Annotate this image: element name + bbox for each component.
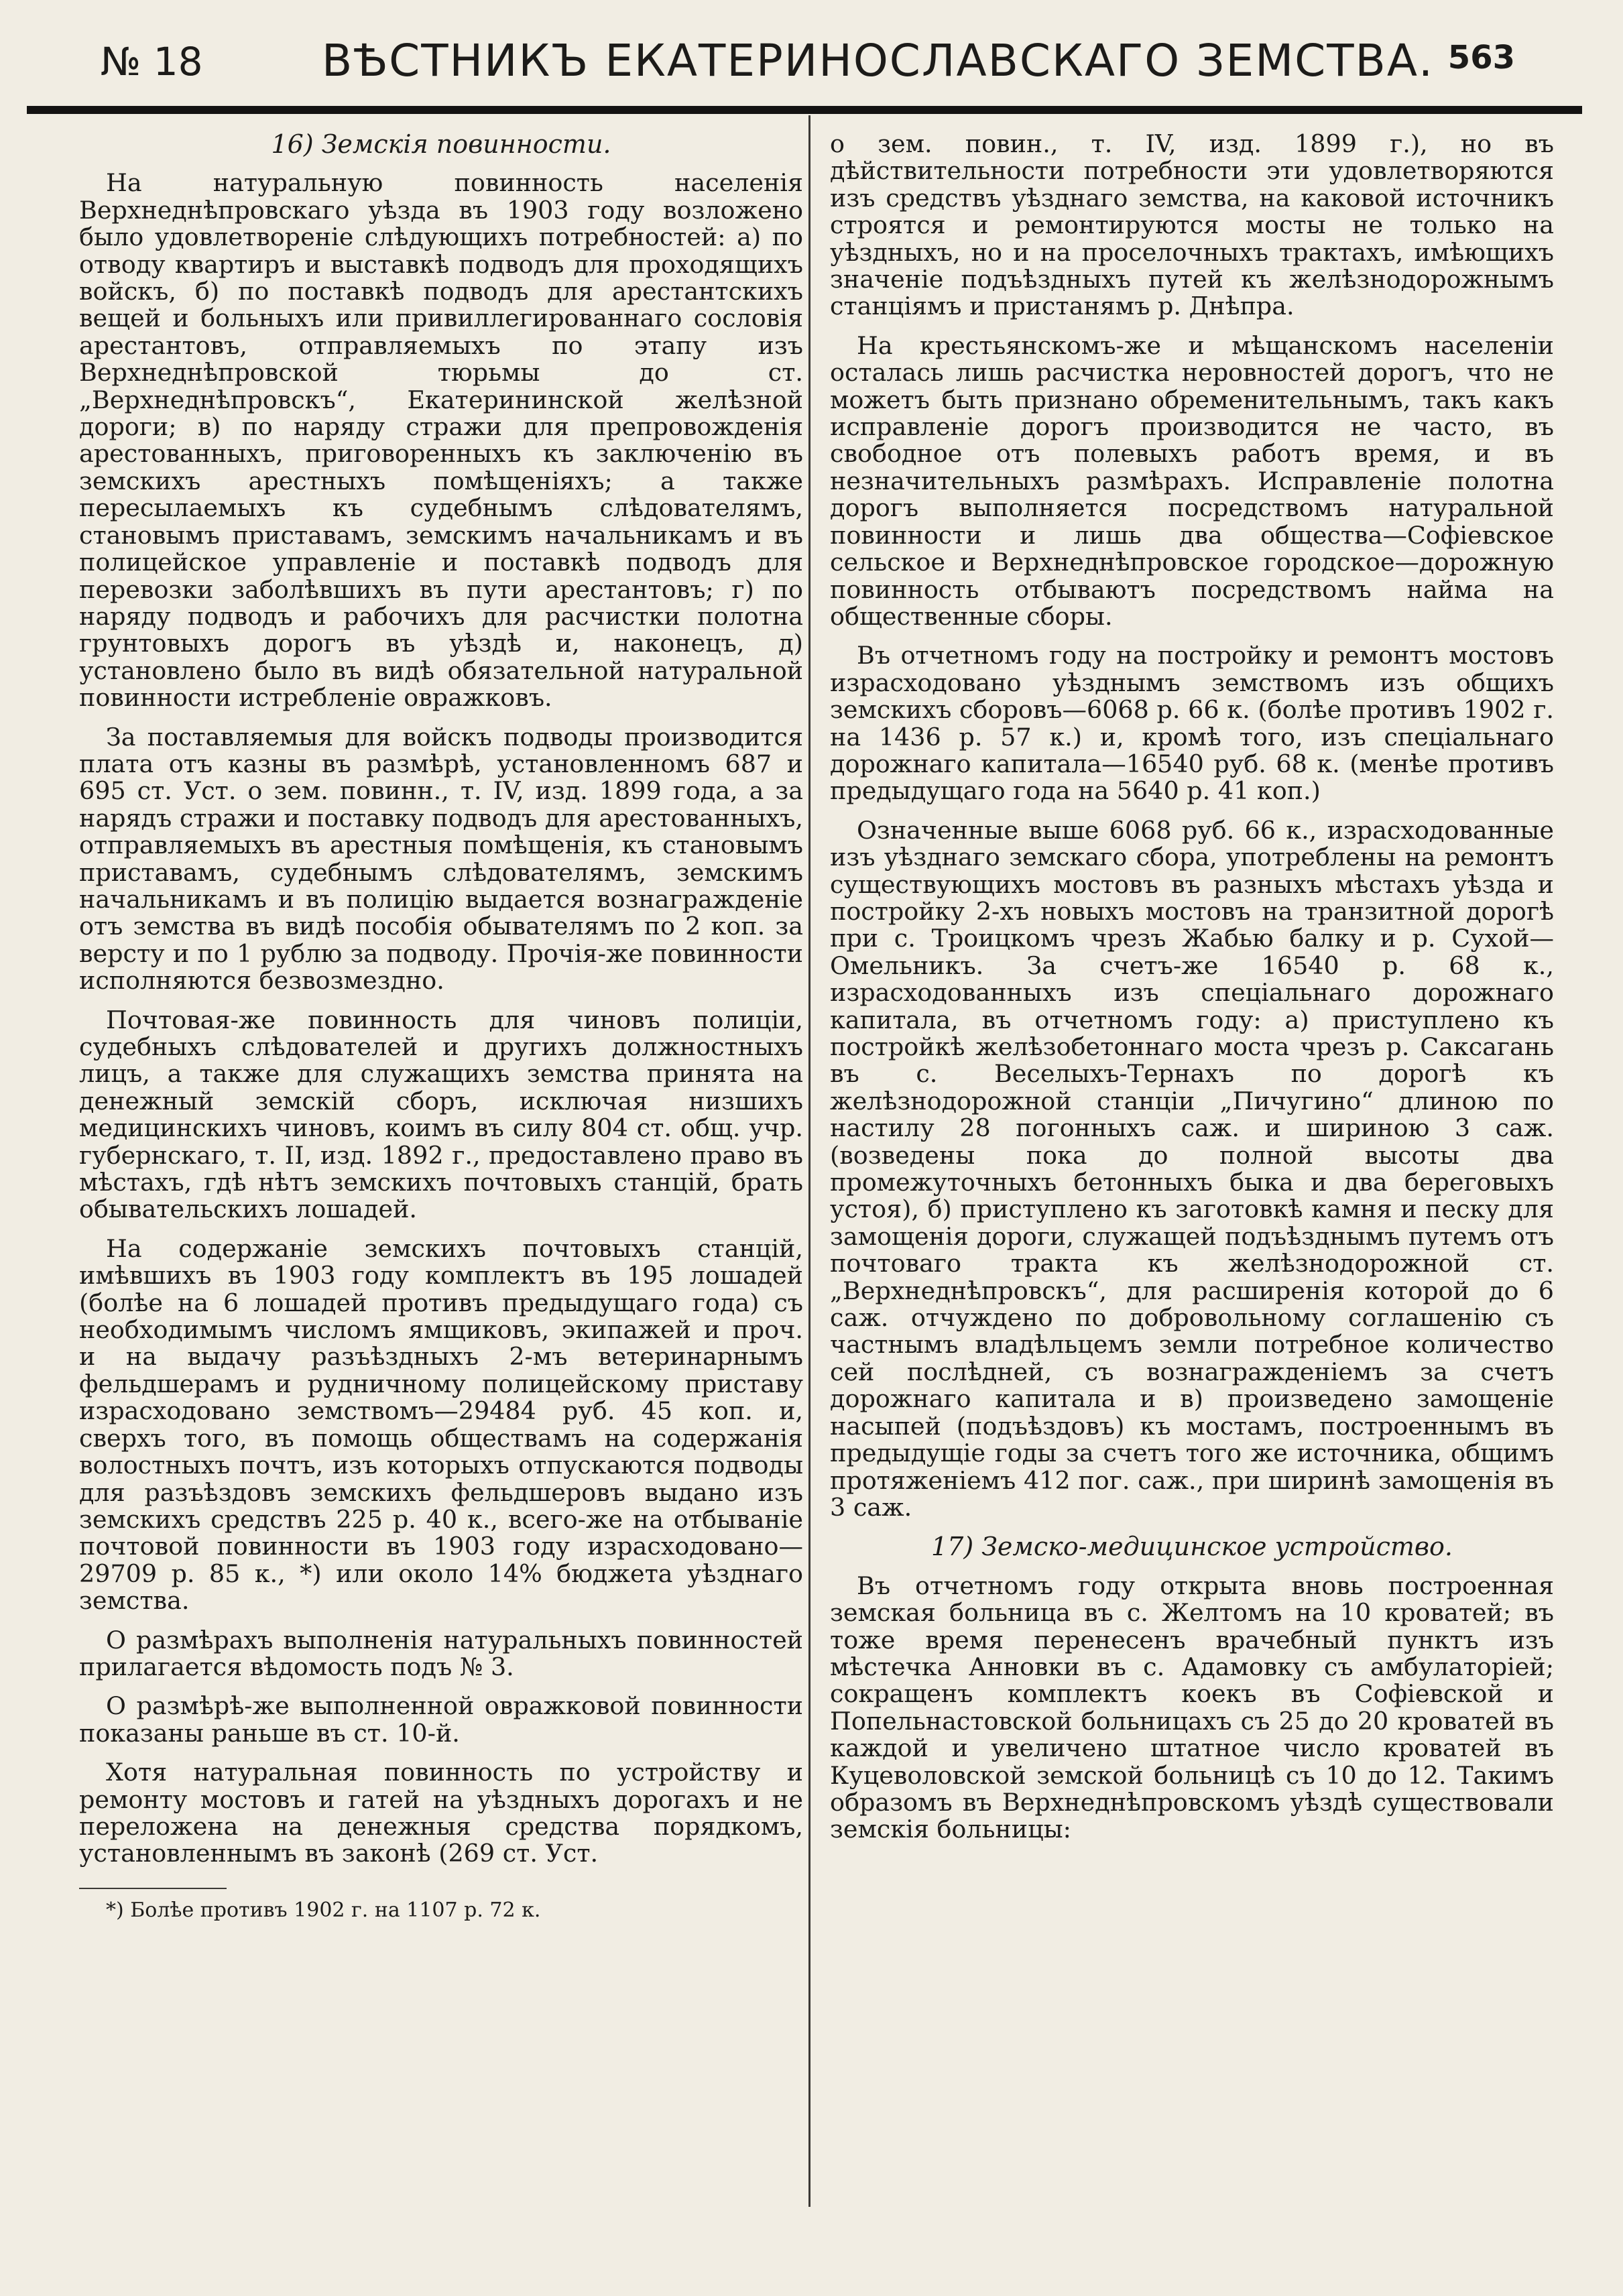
header-rule	[27, 106, 1582, 114]
paragraph: На натуральную повинность населенія Верхнеднѣпровскаго уѣзда въ 1903 году возложено было удовлетвореніе слѣдующихъ потребностей: а) по отводу квартиръ и выставкѣ подводъ для проходящихъ войскъ, б) по поставкѣ подводъ для арестантскихъ вещей и больныхъ или привиллегированнаго сословія арестантовъ, отправляемыхъ по этапу изъ Верхнеднѣпровской тюрьмы до ст. „Верхнеднѣпровскъ“, Екатерининской желѣзной дороги; в) по наряду стражи для препровожденія арестованныхъ, приговоренныхъ къ заключенію въ земскихъ арестныхъ помѣщеніяхъ; а также пересылаемыхъ къ судебнымъ слѣдователямъ, становымъ приставамъ, земскимъ начальникамъ и въ полицейское управленіе и поставкѣ подводъ для перевозки заболѣвшихъ въ пути арестантовъ; г) по наряду подводъ и рабочихъ для расчистки полотна грунтовыхъ дорогъ въ уѣздѣ и, наконецъ, д) установлено было въ видѣ обязательной натуральной повинности истребленіе овражковъ.	[79, 168, 803, 713]
paragraph: На содержаніе земскихъ почтовыхъ станцій, имѣвшихъ въ 1903 году комплектъ въ 195 лошадей (болѣе на 6 лошадей противъ предыдущаго года) съ необходимымъ числомъ ямщиковъ, экипажей и проч. и на выдачу разъѣздныхъ 2-мъ ветеринарнымъ фельдшерамъ и рудничному полицейскому приставу израсходовано земствомъ—29484 руб. 45 коп. и, сверхъ того, въ помощь обществамъ на содержанія волостныхъ почтъ, изъ которыхъ отпускаются подводы для разъѣздовъ земскихъ фельдшеровъ выдано изъ земскихъ средствъ 225 р. 40 к., всего-же на отбываніе почтовой повинности въ 1903 году израсходовано—29709 р. 85 к., *) или около 14% бюджета уѣзднаго земства.	[79, 1233, 803, 1616]
paragraph: Почтовая-же повинность для чиновъ полиціи, судебныхъ слѣдователей и другихъ должностныхъ лицъ, а также для служащихъ земства принята на денежный земскій сборъ, исключая низшихъ медицинскихъ чиновъ, коимъ въ силу 804 ст. общ. учр. губернскаго, т. II, изд. 1892 г., предоставлено право въ мѣстахъ, гдѣ нѣтъ земскихъ почтовыхъ станцій, брать обывательскихъ лошадей.	[79, 1005, 803, 1224]
paragraph: Хотя натуральная повинность по устройству и ремонту мостовъ и гатей на уѣздныхъ дорогахъ и не переложена на денежныя средства порядкомъ, установленнымъ въ законѣ (269 ст. Уст.	[79, 1758, 803, 1868]
page-number: 563	[1447, 39, 1515, 76]
left-column	[79, 131, 803, 1935]
column-divider	[808, 115, 810, 2207]
journal-title: ВѢСТНИКЪ ЕКАТЕРИНОСЛАВСКАГО ЗЕМСТВА.	[322, 35, 1434, 86]
footnote-rule	[79, 1888, 227, 1889]
paragraph: о зем. повин., т. IV, изд. 1899 г.), но въ дѣйствительности потребности эти удовлетворяются изъ средствъ уѣзднаго земства, на каковой источникъ строятся и ремонтируются мосты не только на уѣздныхъ, но и на проселочныхъ трактахъ, имѣющихъ значеніе подъѣздныхъ путей къ желѣзнодорожнымъ станціямъ и пристанямъ р. Днѣпра.	[830, 129, 1554, 321]
issue-number: № 18	[101, 39, 203, 84]
paragraph: За поставляемыя для войскъ подводы производится плата отъ казны въ размѣрѣ, установленномъ 687 и 695 ст. Уст. о зем. повинн., т. IV, изд. 1899 года, а за нарядъ стражи и поставку подводъ для арестованныхъ, отправляемыхъ въ арестныя помѣщенія, къ становымъ приставамъ, судебнымъ слѣдователямъ, земскимъ начальникамъ и въ полицію выдается вознагражденіе отъ земства въ видѣ пособія обывателямъ по 2 коп. за версту и по 1 рублю за подводу. Прочія-же повинности исполняются безвозмездно.	[79, 722, 803, 995]
paragraph: Означенные выше 6068 руб. 66 к., израсходованные изъ уѣзднаго земскаго сбора, употреблены на ремонтъ существующихъ мостовъ въ разныхъ мѣстахъ уѣзда и постройку 2-хъ новыхъ мостовъ на транзитной дорогѣ при с. Троицкомъ чрезъ Жабью балку и р. Сухой—Омельникъ. За счетъ-же 16540 р. 68 к., израсходованныхъ изъ спеціальнаго дорожнаго капитала, въ отчетномъ году: а) приступлено къ постройкѣ желѣзобетоннаго моста чрезъ р. Саксагань въ с. Веселыхъ-Тернахъ по дорогѣ къ желѣзнодорожной станціи „Пичугино“ длиною по настилу 28 погонныхъ саж. и шириною 3 саж. (возведены пока до полной высоты два промежуточныхъ бетонныхъ быка и два береговыхъ устоя), б) приступлено къ заготовкѣ камня и песку для замощенія дороги, служащей подъѣзднымъ путемъ отъ почтоваго тракта къ желѣзнодорожной ст. „Верхнеднѣпровскъ“, для расширенія которой до 6 саж. отчуждено по добровольному соглашенію съ частнымъ владѣльцемъ земли потребное количество сей послѣдней, съ вознагражденіемъ за счетъ дорожнаго капитала и в) произведено замощеніе насыпей (подъѣздовъ) къ мостамъ, построеннымъ въ предыдущіе годы за счетъ того же источника, общимъ протяженіемъ 412 пог. саж., при ширинѣ замощенія въ 3 саж.	[830, 815, 1554, 1522]
paragraph: На крестьянскомъ-же и мѣщанскомъ населеніи осталась лишь расчистка неровностей дорогъ, что не можетъ быть признано обременительнымъ, такъ какъ исправленіе дорогъ производится не часто, въ свободное отъ полевыхъ работъ время, и въ незначительныхъ размѣрахъ. Исправленіе полотна дорогъ выполняется посредствомъ натуральной повинности и лишь два общества—Софіевское сельское и Верхнеднѣпровское городское—дорожную повинность отбываютъ посредствомъ найма на общественные сборы.	[830, 330, 1554, 631]
right-column	[830, 131, 1554, 1856]
section-heading-17: 17) Земско-медицинское устройство.	[930, 1532, 1453, 1562]
paragraph: Въ отчетномъ году на постройку и ремонтъ мостовъ израсходовано уѣзднымъ земствомъ изъ общихъ земскихъ сборовъ—6068 р. 66 к. (болѣе противъ 1902 г. на 1436 р. 57 к.) и, кромѣ того, изъ спеціальнаго дорожнаго капитала—16540 руб. 68 к. (менѣе противъ предыдущаго года на 5640 р. 41 коп.)	[830, 641, 1554, 806]
paragraph: О размѣрѣ-же выполненной овражковой повинности показаны раньше въ ст. 10-й.	[79, 1691, 803, 1748]
section-heading-16: 16) Земскія повинности.	[271, 129, 611, 159]
page-header	[94, 35, 1515, 99]
footnote: *) Болѣе противъ 1902 г. на 1107 р. 72 к.	[106, 1898, 541, 1922]
paragraph: О размѣрахъ выполненія натуральныхъ повинностей прилагается вѣдомость подъ № 3.	[79, 1625, 803, 1681]
paragraph: Въ отчетномъ году открыта вновь построенная земская больница въ с. Желтомъ на 10 кроватей; въ тоже время перенесенъ врачебный пунктъ изъ мѣстечка Анновки въ с. Адамовку съ амбулаторіей; сокращенъ комплектъ коекъ въ Софіевской и Попельнастовской больницахъ съ 25 до 20 кроватей въ каждой и увеличено штатное число кроватей въ Куцеволовской земской больницѣ съ 10 до 12. Такимъ образомъ въ Верхнеднѣпровскомъ уѣздѣ существовали земскія больницы:	[830, 1571, 1554, 1844]
